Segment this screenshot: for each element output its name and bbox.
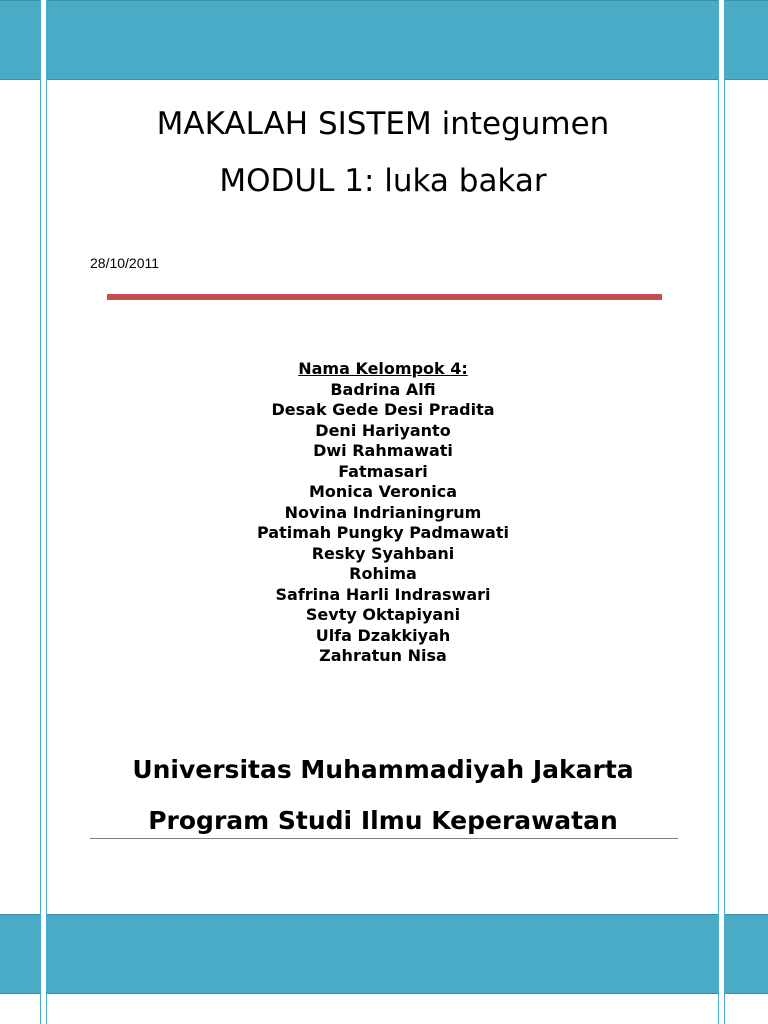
group-member-list xyxy=(48,359,718,667)
accent-divider xyxy=(107,294,662,300)
member-name: Novina Indrianingrum xyxy=(284,502,482,522)
member-name: Monica Veronica xyxy=(308,482,458,501)
left-vertical-rule xyxy=(40,0,47,1024)
member-name: Zahratun Nisa xyxy=(319,646,447,665)
member-name: Deni Hariyanto xyxy=(315,420,451,440)
member-name: Patimah Pungky Padmawati xyxy=(257,523,509,542)
right-vertical-rule xyxy=(718,0,725,1024)
document-date: 28/10/2011 xyxy=(90,255,160,271)
member-name: Fatmasari xyxy=(338,461,428,481)
member-name: Safrina Harli Indraswari xyxy=(275,584,491,604)
member-name: Resky Syahbani xyxy=(311,543,455,563)
group-heading: Nama Kelompok 4: xyxy=(298,359,468,378)
document-subtitle: MODUL 1: luka bakar xyxy=(219,163,547,199)
top-decorative-band xyxy=(0,0,768,80)
member-name: Badrina Alfi xyxy=(330,379,436,399)
member-name: Ulfa Dzakkiyah xyxy=(315,625,451,645)
document-title: MAKALAH SISTEM integumen xyxy=(156,106,610,142)
member-name: Sevty Oktapiyani xyxy=(305,605,461,624)
member-name: Rohima xyxy=(349,564,417,583)
member-name: Dwi Rahmawati xyxy=(313,441,453,460)
member-name: Desak Gede Desi Pradita xyxy=(271,400,495,419)
bottom-decorative-band xyxy=(0,914,768,994)
university-name: Universitas Muhammadiyah Jakarta xyxy=(132,755,634,784)
footer-divider xyxy=(90,838,678,839)
study-program: Program Studi Ilmu Keperawatan xyxy=(148,806,618,835)
